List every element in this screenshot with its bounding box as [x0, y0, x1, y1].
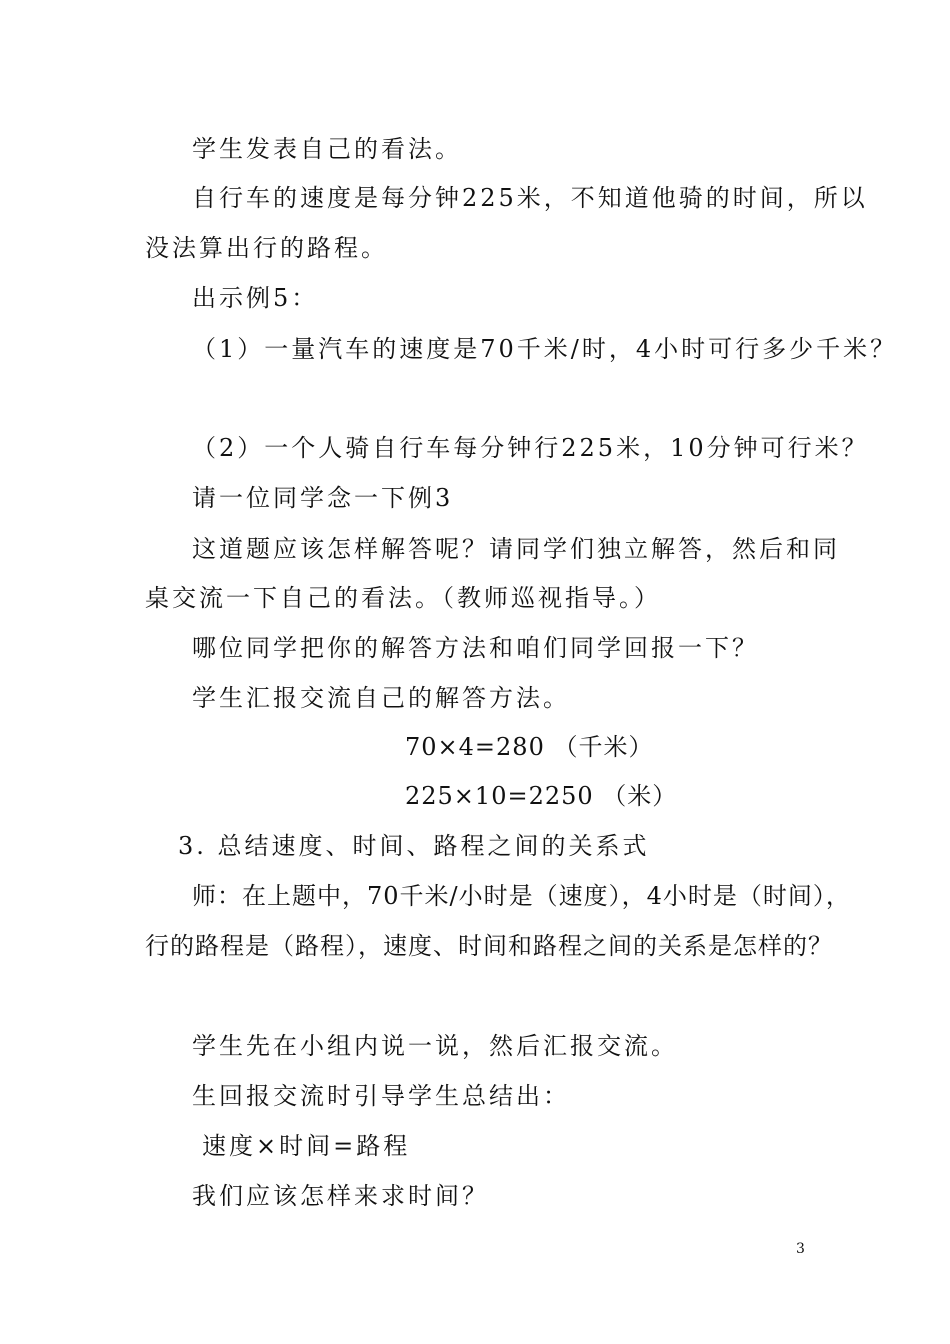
equation-line: 225×10=2250 （米）: [405, 782, 678, 810]
section-heading: 3. 总结速度、时间、路程之间的关系式: [178, 832, 650, 860]
paragraph-line: 学生发表自己的看法。: [192, 135, 462, 163]
paragraph-line: 学生先在小组内说一说，然后汇报交流。: [192, 1032, 678, 1060]
paragraph-line: 这道题应该怎样解答呢？请同学们独立解答，然后和同: [192, 535, 840, 563]
paragraph-line: 没法算出行的路程。: [145, 234, 388, 262]
paragraph-line: 师：在上题中，70千米/小时是（速度），4小时是（时间），: [192, 882, 851, 910]
paragraph-line: 行的路程是（路程），速度、时间和路程之间的关系是怎样的？: [145, 932, 833, 960]
paragraph-line: 学生汇报交流自己的解答方法。: [192, 684, 570, 712]
paragraph-line: 哪位同学把你的解答方法和咱们同学回报一下？: [192, 634, 759, 662]
paragraph-line: 请一位同学念一下例3: [192, 484, 454, 512]
paragraph-line: （2）一个人骑自行车每分钟行225米，10分钟可行米？: [192, 434, 869, 462]
equation-line: 70×4=280 （千米）: [405, 733, 654, 761]
page-number: 3: [796, 1241, 805, 1257]
paragraph-line: 出示例5：: [192, 284, 319, 312]
formula-line: 速度×时间=路程: [202, 1132, 411, 1160]
paragraph-line: 桌交流一下自己的看法。（教师巡视指导。）: [145, 584, 661, 612]
paragraph-line: 生回报交流时引导学生总结出：: [192, 1082, 570, 1110]
paragraph-line: （1）一量汽车的速度是70千米/时，4小时可行多少千米？: [192, 335, 898, 363]
paragraph-line: 自行车的速度是每分钟225米，不知道他骑的时间，所以: [192, 184, 868, 212]
paragraph-line: 我们应该怎样来求时间？: [192, 1182, 489, 1210]
